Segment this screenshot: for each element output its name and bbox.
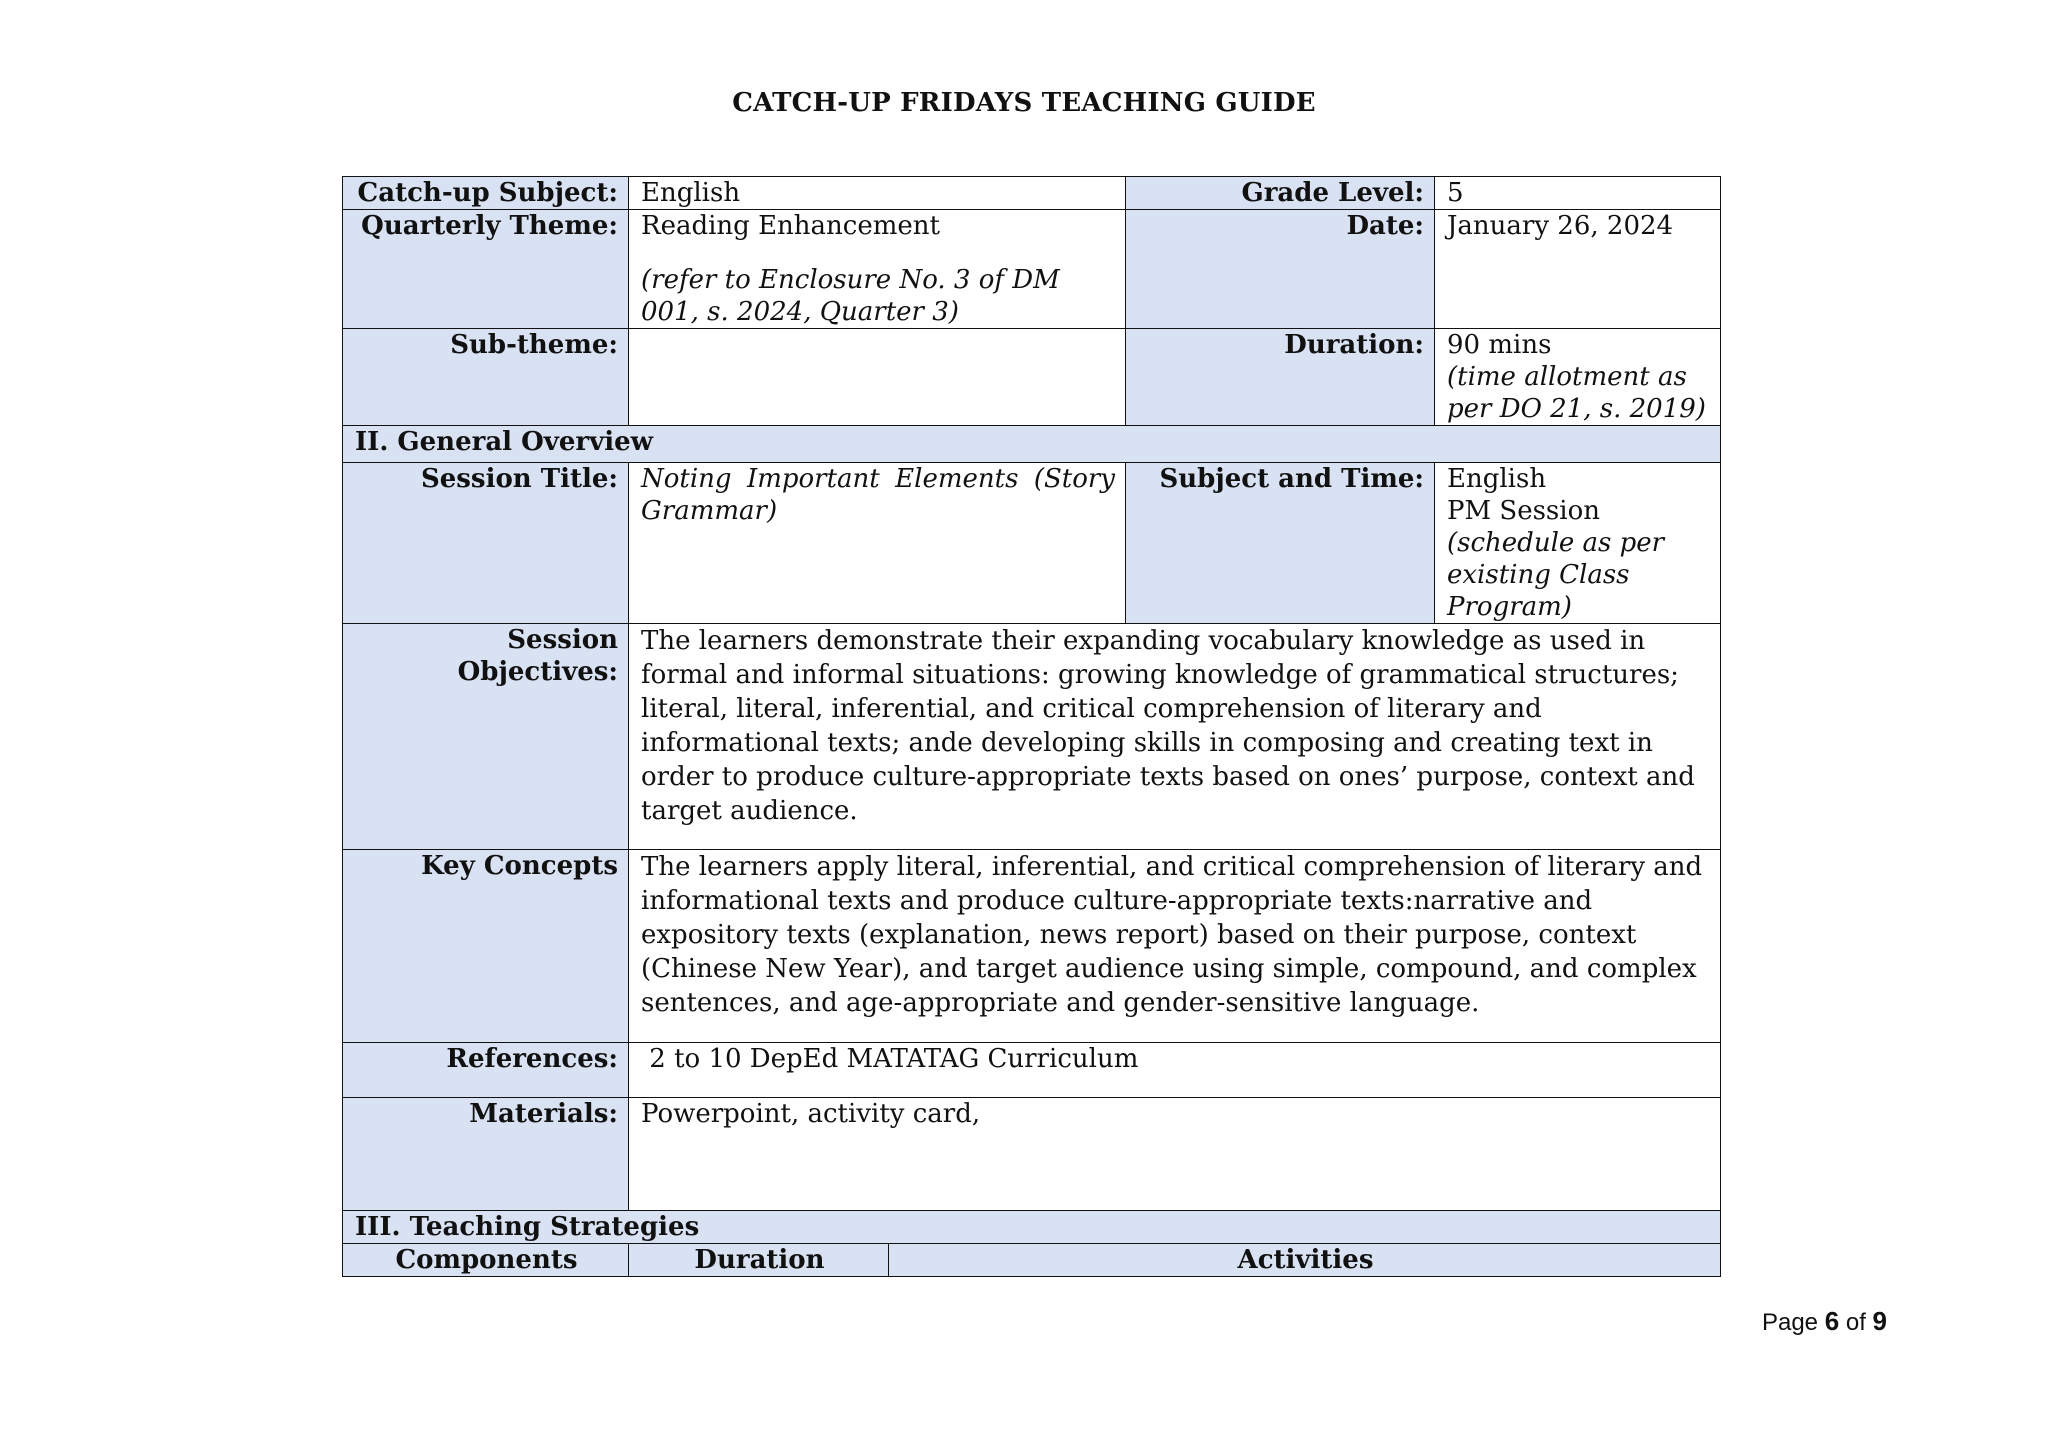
subject-and-time-note: (schedule as per existing Class Program) bbox=[1447, 528, 1665, 622]
date-value: January 26, 2024 bbox=[1435, 210, 1721, 329]
quarterly-theme-label: Quarterly Theme: bbox=[343, 210, 629, 329]
general-overview-heading: II. General Overview bbox=[343, 426, 1721, 463]
page-number bbox=[1762, 1306, 1887, 1337]
session-title-label: Session Title: bbox=[343, 463, 629, 624]
key-concepts-label: Key Concepts bbox=[343, 850, 629, 1043]
duration-column-header: Duration bbox=[629, 1244, 889, 1277]
quarterly-theme-note: (refer to Enclosure No. 3 of DM 001, s. 2024, Quarter 3) bbox=[641, 265, 1060, 327]
components-column-header: Components bbox=[343, 1244, 629, 1277]
date-label: Date: bbox=[1126, 210, 1435, 329]
quarterly-theme-cell bbox=[629, 210, 1126, 329]
teaching-guide-table bbox=[342, 176, 1721, 1277]
duration-note: (time allotment as per DO 21, s. 2019) bbox=[1447, 362, 1706, 424]
subject-and-time-cell bbox=[1435, 463, 1721, 624]
subject-and-time-subject: English bbox=[1447, 464, 1547, 494]
session-objectives-value: The learners demonstrate their expanding vocabulary knowledge as used in formal and informal situations: growing knowledge of grammatical structures; literal, literal, inferential, and critical comprehension of literary and informational texts; ande developing skills in composing and creating text in order to produce culture-appropriate texts based on ones’ purpose, context and target audience. bbox=[629, 624, 1721, 850]
document-title: CATCH-UP FRIDAYS TEACHING GUIDE bbox=[732, 88, 1316, 118]
materials-value: Powerpoint, activity card, bbox=[629, 1098, 1721, 1211]
quarterly-theme-value: Reading Enhancement bbox=[641, 211, 940, 241]
session-title-value: Noting Important Elements (Story Grammar) bbox=[641, 464, 1115, 526]
duration-cell bbox=[1435, 329, 1721, 426]
page-current: 6 bbox=[1824, 1306, 1840, 1336]
grade-level-label: Grade Level: bbox=[1126, 177, 1435, 210]
page-total: 9 bbox=[1872, 1306, 1887, 1336]
grade-level-value: 5 bbox=[1435, 177, 1721, 210]
references-value: 2 to 10 DepEd MATATAG Curriculum bbox=[629, 1043, 1721, 1098]
subject-and-time-session: PM Session bbox=[1447, 496, 1600, 526]
sub-theme-value bbox=[629, 329, 1126, 426]
page-word: Page bbox=[1761, 1309, 1819, 1336]
activities-column-header: Activities bbox=[889, 1244, 1721, 1277]
page-of: of bbox=[1845, 1309, 1866, 1336]
key-concepts-value: The learners apply literal, inferential, and critical comprehension of literary and informational texts and produce culture-appropriate texts:narrative and expository texts (explanation, news report) based on their purpose, context (Chinese New Year), and target audience using simple, compound, and complex sentences, and age-appropriate and gender-sensitive language. bbox=[629, 850, 1721, 1043]
references-label: References: bbox=[343, 1043, 629, 1098]
catch-up-subject-label: Catch-up Subject: bbox=[343, 177, 629, 210]
duration-value: 90 mins bbox=[1447, 330, 1552, 360]
session-objectives-label: Session Objectives: bbox=[343, 624, 629, 850]
materials-label: Materials: bbox=[343, 1098, 629, 1211]
sub-theme-label: Sub-theme: bbox=[343, 329, 629, 426]
teaching-strategies-heading: III. Teaching Strategies bbox=[343, 1211, 1721, 1244]
catch-up-subject-value: English bbox=[629, 177, 1126, 210]
session-title-cell bbox=[629, 463, 1126, 624]
duration-label: Duration: bbox=[1126, 329, 1435, 426]
subject-and-time-label: Subject and Time: bbox=[1126, 463, 1435, 624]
